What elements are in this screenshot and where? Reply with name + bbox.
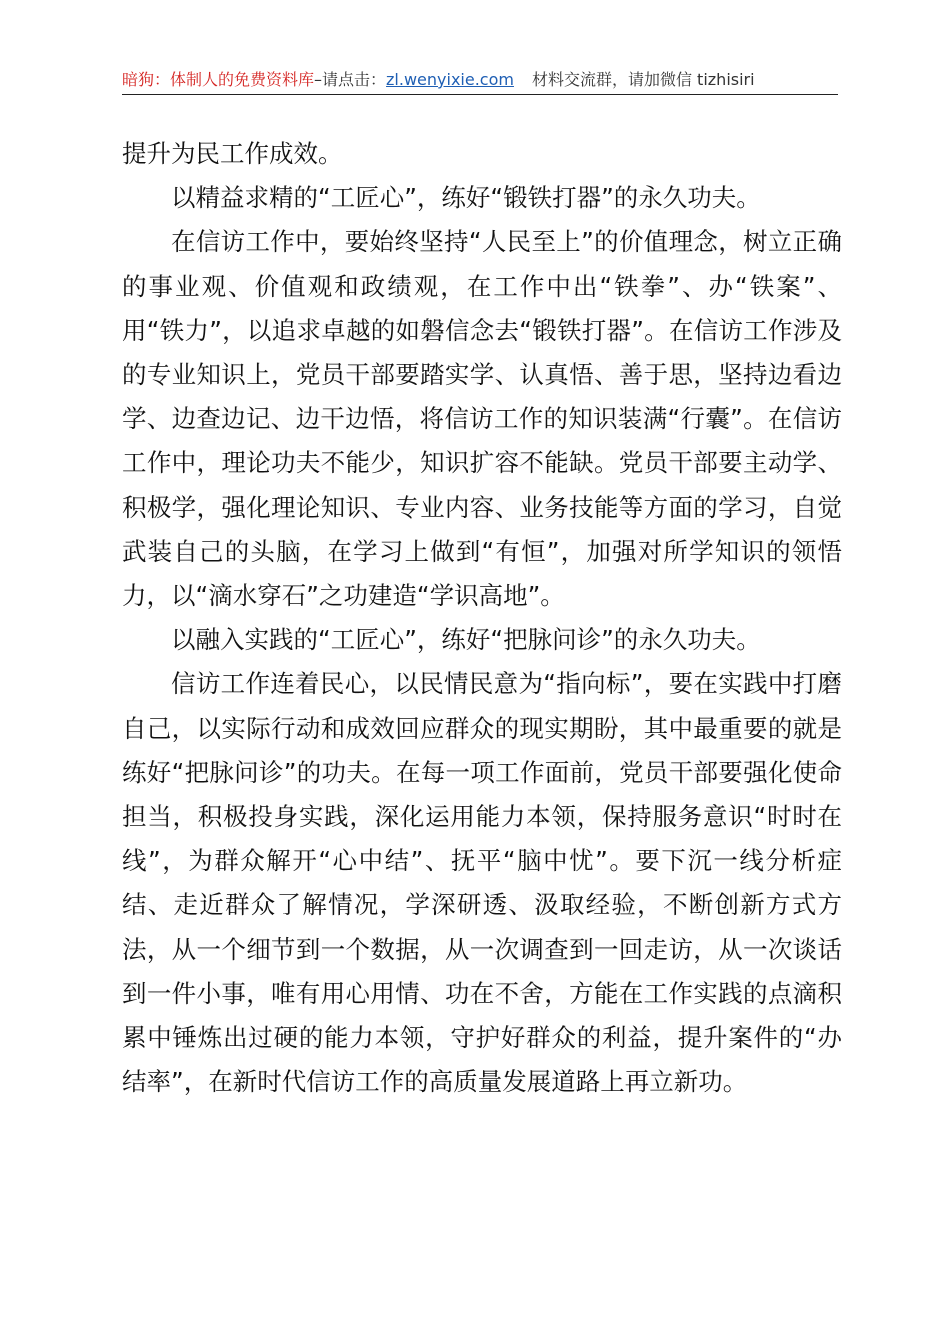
header-group-note: 材料交流群，请加微信 tizhisiri [531,70,755,89]
header-link[interactable]: zl.wenyixie.com [386,70,514,89]
paragraph-2: 信访工作连着民心，以民情民意为“指向标”，要在实践中打磨自己，以实际行动和成效回应群众的现实期盼，其中最重要的就是练好“把脉问诊”的功夫。在每一项工作面前，党员干部要强化使命担当，积极投身实践，深化运用能力本领，保持服务意识“时时在线”，为群众解开“心中结”、抚平“脑中忧”。要下沉一线分析症结、走近群众了解情况，学深研透、汲取经验，不断创新方式方法，从一个细节到一个数据，从一次调查到一回走访，从一次谈话到一件小事，唯有用心用情、功在不舍，方能在工作实践的点滴积累中锤炼出过硬的能力本领，守护好群众的利益，提升案件的“办结率”，在新时代信访工作的高质量发展道路上再立新功。 [122,669,842,1097]
paragraph-1: 在信访工作中，要始终坚持“人民至上”的价值理念，树立正确的事业观、价值观和政绩观，在工作中出“铁拳”、办“铁案”、用“铁力”，以追求卓越的如磐信念去“锻铁打器”。在信访工作涉及的专业知识上，党员干部要踏实学、认真悟、善于思，坚持边看边学、边查边记、边干边悟，将信访工作的知识装满“行囊”。在信访工作中，理论功夫不能少，知识扩容不能缺。党员干部要主动学、积极学，强化理论知识、专业内容、业务技能等方面的学习，自觉武装自己的头脑，在学习上做到“有恒”，加强对所学知识的领悟力，以“滴水穿石”之功建造“学识高地”。 [122,227,842,611]
header-brand: 暗狗：体制人的免费资料库 [122,70,315,89]
paragraph-continued: 提升为民工作成效。 [122,139,343,168]
section-heading-1: 以精益求精的“工匠心”，练好“锻铁打器”的永久功夫。 [171,183,761,213]
section-heading-2: 以融入实践的“工匠心”，练好“把脉问诊”的永久功夫。 [171,625,761,655]
page-header [122,66,838,95]
header-separator: –请点击： [314,70,387,89]
document-body [122,132,842,1104]
